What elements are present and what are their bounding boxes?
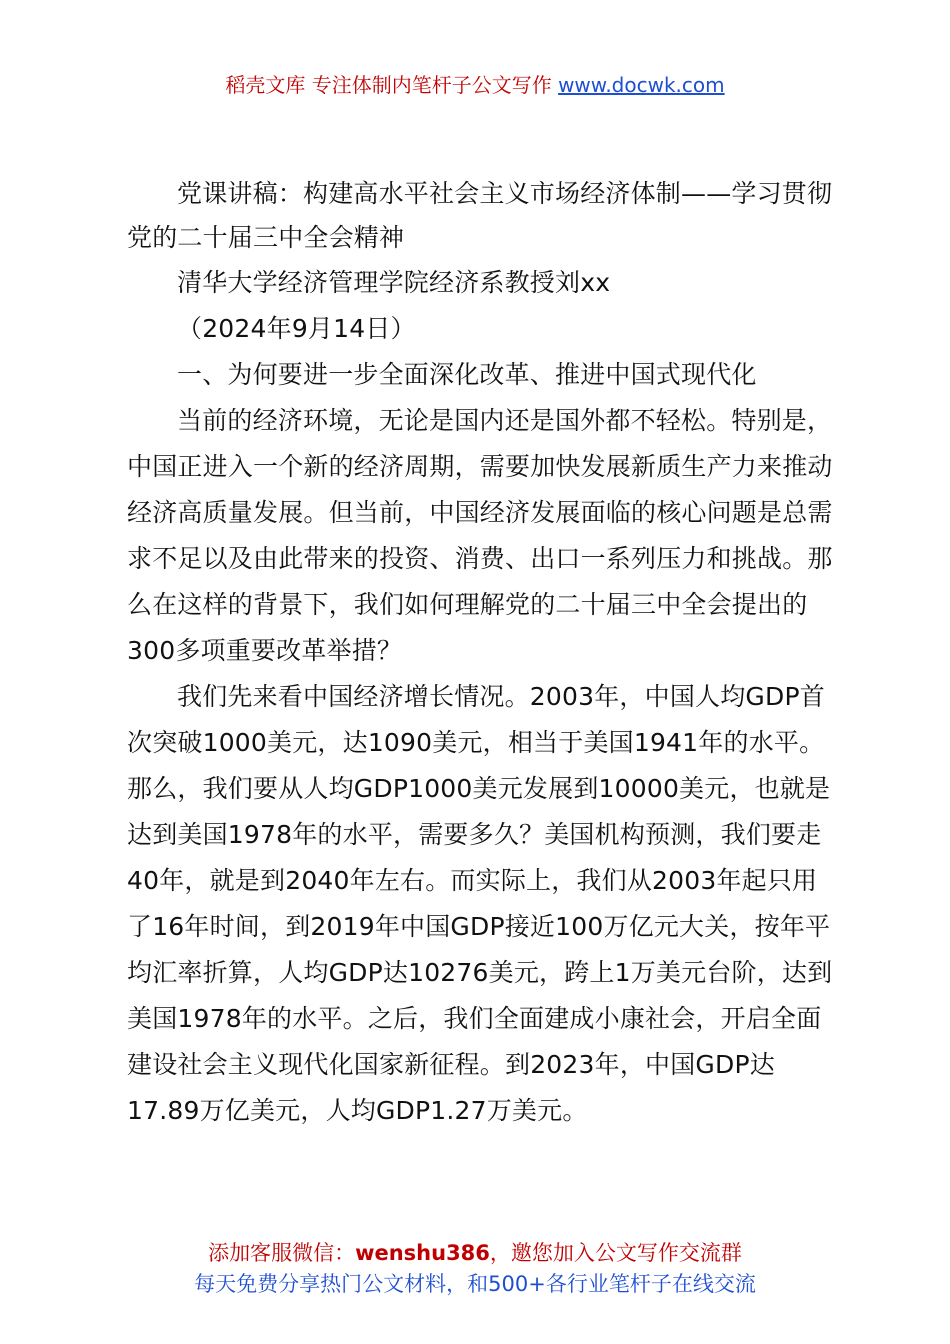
paragraph: 当前的经济环境，无论是国内还是国外都不轻松。特别是，中国正进入一个新的经济周期，需要加快发展新质生产力来推动经济高质量发展。但当前，中国经济发展面临的核心问题是总需求不足以及由此带来的投资、消费、出口一系列压力和挑战。那么在这样的背景下，我们如何理解党的二十届三中全会提出的300多项重要改革举措？ [127,406,833,665]
document-title: 党课讲稿：构建高水平社会主义市场经济体制——学习贯彻党的二十届三中全会精神 [127,179,833,252]
document-author: 清华大学经济管理学院经济系教授刘xx [177,268,611,297]
contact-suffix: ，邀您加入公文写作交流群 [489,1241,742,1265]
wechat-id: wenshu386 [355,1241,490,1265]
brand-text: 稻壳文库 专注体制内笔杆子公文写作 [225,73,552,97]
contact-prefix: 添加客服微信： [208,1241,356,1265]
document-date: （2024年9月14日） [177,314,416,343]
paragraph: 我们先来看中国经济增长情况。2003年，中国人均GDP首次突破1000美元，达1090美元，相当于美国1941年的水平。那么，我们要从人均GDP1000美元发展到10000美元，也就是达到美国1978年的水平，需要多久？美国机构预测，我们要走40年，就是到2040年左右。而实际上，我们从2003年起只用了16年时间，到2019年中国GDP接近100万亿元大关，按年平均汇率折算，人均GDP达10276美元，跨上1万美元台阶，达到美国1978年的水平。之后，我们全面建成小康社会，开启全面建设社会主义现代化国家新征程。到2023年，中国GDP达17.89万亿美元，人均GDP1.27万美元。 [127,682,833,1125]
page-footer [0,1238,950,1300]
section-heading: 一、为何要进一步全面深化改革、推进中国式现代化 [177,360,757,389]
page-header [0,70,950,100]
footer-contact-line [0,1238,950,1269]
document-body [127,172,833,1134]
footer-promo-line: 每天免费分享热门公文材料，和500+各行业笔杆子在线交流 [194,1272,756,1296]
site-link[interactable]: www.docwk.com [558,73,725,97]
